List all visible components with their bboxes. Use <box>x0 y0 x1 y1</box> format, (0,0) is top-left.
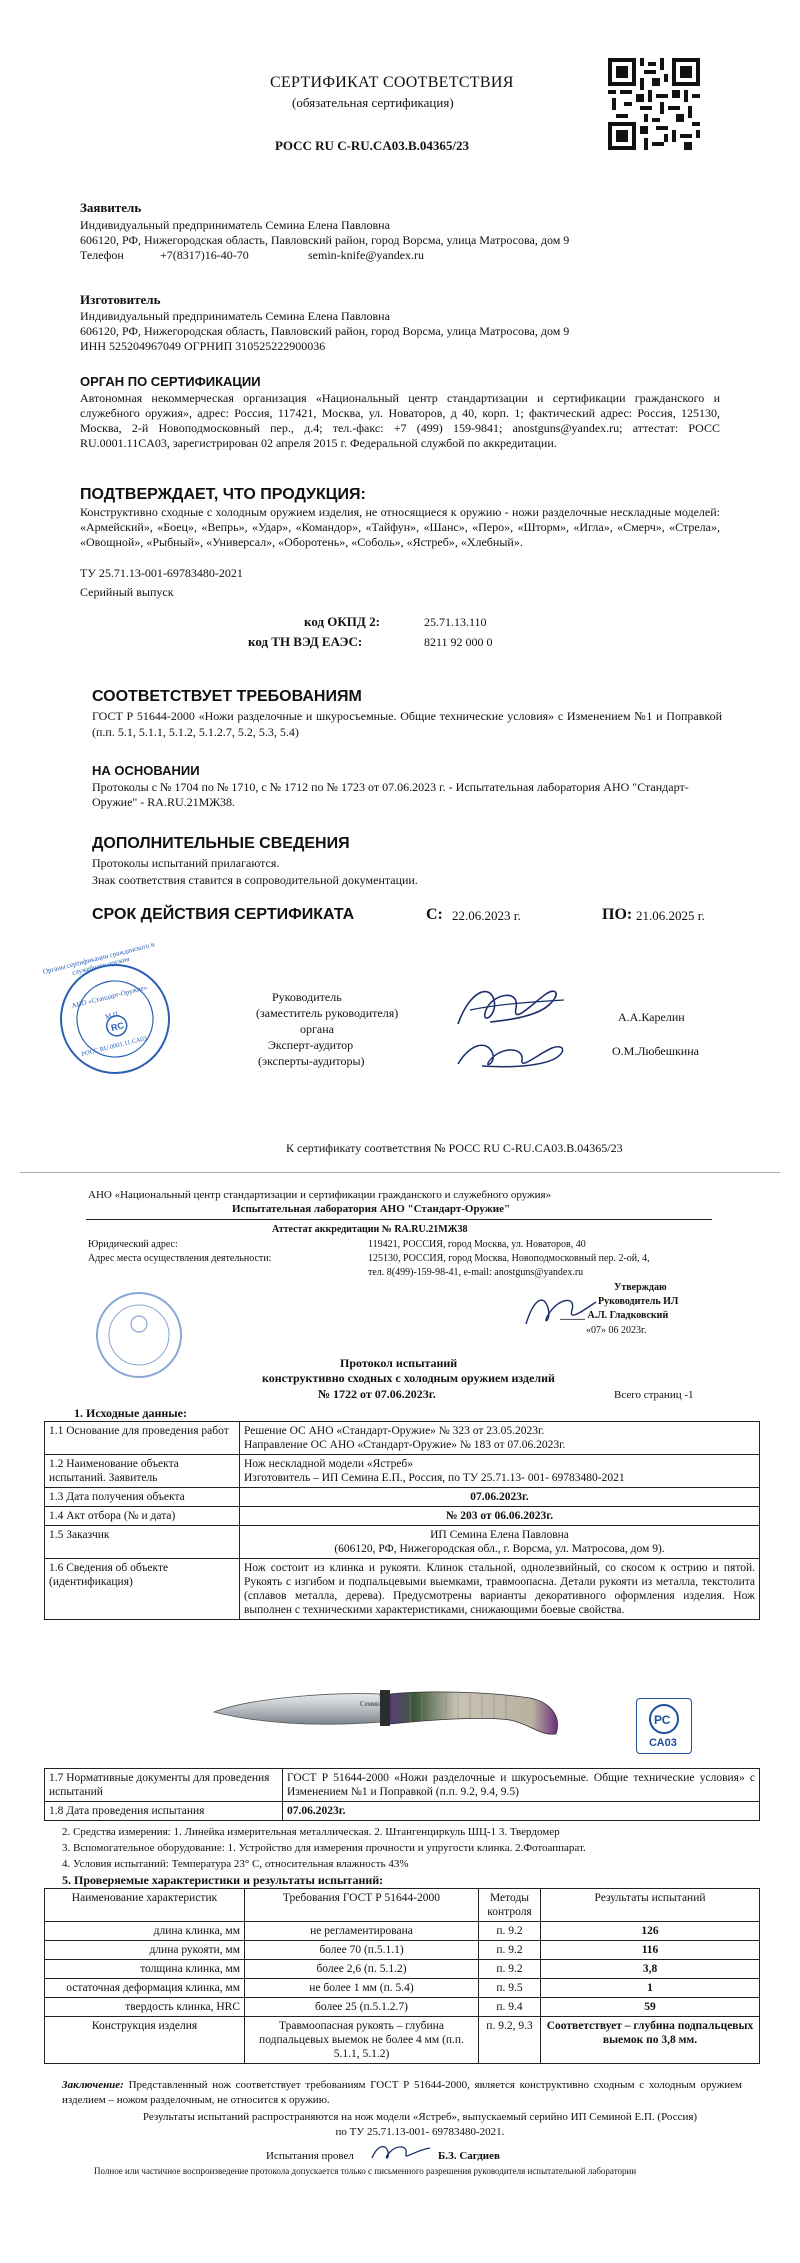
product-text: Конструктивно сходные с холодным оружием изделия, не относящиеся к оружию - ножи разделочные нескладные моделей: «Армейский», «Боец», «Вепрь», «Удар», «Командор», «Тайфун», «Шанс», «Перо», «Шторм», «Игла», «Смерч», «Стрела», «Овощной», «Рыбный», «Универсал», «Оборотень», «Соболь», «Ястреб», «Хлебный». <box>80 505 720 549</box>
conclusion-text: Представленный нож соответствует требованиям ГОСТ Р 51644-2000, является конструктивно сходным с холодным оружием изделием – ножом разделочным, не относится к оружию. <box>62 2079 742 2106</box>
column-header: Наименование характеристик <box>45 1889 245 1922</box>
table-row <box>45 1455 760 1488</box>
table-cell: 3,8 <box>541 1960 760 1979</box>
table-row <box>45 1488 760 1507</box>
applicant-address: 606120, РФ, Нижегородская область, Павловский район, город Ворсма, улица Матросова, дом 9 <box>80 233 570 247</box>
protocol-number: № 1722 от 07.06.2023г. <box>318 1387 436 1401</box>
norms-table <box>44 1768 760 1821</box>
extra-line-1: Протоколы испытаний прилагаются. <box>92 856 280 870</box>
applicant-name: Индивидуальный предприниматель Семина Елена Павловна <box>80 218 390 232</box>
table-cell: остаточная деформация клинка, мм <box>45 1979 245 1998</box>
tnved-code: 8211 92 000 0 <box>424 635 493 649</box>
protocol-pages: Всего страниц -1 <box>614 1389 694 1401</box>
head-label-1: Руководитель <box>272 990 342 1004</box>
lab-name: Испытательная лаборатория АНО "Стандарт-Оружие" <box>232 1203 511 1215</box>
table-cell: более 70 (п.5.1.1) <box>245 1941 479 1960</box>
stamp-mp: М.П. <box>104 1009 121 1022</box>
table-row <box>45 1802 760 1821</box>
row-label: 1.8 Дата проведения испытания <box>45 1802 283 1821</box>
row-label: 1.4 Акт отбора (№ и дата) <box>45 1507 240 1526</box>
lab-contacts: тел. 8(499)-159-98-41, e-mail: anostguns@yandex.ru <box>368 1267 584 1278</box>
stamp-center-text: АНО «Стандарт-Оружие» <box>70 983 149 1010</box>
expert-label-2: (эксперты-аудиторы) <box>258 1054 365 1068</box>
okpd-code: 25.71.13.110 <box>424 615 487 629</box>
tested-name: Б.З. Сагдиев <box>438 2150 500 2162</box>
basis-heading: НА ОСНОВАНИИ <box>92 763 200 778</box>
row-value: 07.06.2023г. <box>240 1488 760 1507</box>
cert-body-heading: ОРГАН ПО СЕРТИФИКАЦИИ <box>80 374 261 389</box>
table-row <box>45 1941 760 1960</box>
means-line-5: 5. Проверяемые характеристики и результаты испытаний: <box>62 1873 384 1887</box>
table-cell: Травмоопасная рукоять – глубина подпальцевых выемок не более 4 мм (п.п. 5.1.1, 5.1.2) <box>245 2017 479 2064</box>
table-cell: п. 9.2, 9.3 <box>479 2017 541 2064</box>
stamp-reg: РОСС RU.0001.11.СА03 <box>80 1034 148 1059</box>
validity-from-label: С: <box>426 906 443 923</box>
table-cell: п. 9.2 <box>479 1922 541 1941</box>
basis-text: Протоколы с № 1704 по № 1710, с № 1712 по № 1723 от 07.06.2023 г. - Испытательная лаборатория АНО "Стандарт-Оружие" - RA.RU.21МЖ38. <box>92 780 689 809</box>
conclusion-block <box>62 2078 742 2108</box>
product-tu: ТУ 25.71.13-001-69783480-2021 <box>80 566 243 580</box>
protocol-subtitle: конструктивно сходных с холодным оружием изделий <box>262 1371 555 1385</box>
validity-from: 22.06.2023 г. <box>452 908 521 923</box>
product-serial: Серийный выпуск <box>80 585 174 599</box>
lab-org: АНО «Национальный центр стандартизации и сертификации гражданского и служебного оружия» <box>88 1189 552 1201</box>
head-label-3: органа <box>300 1022 334 1036</box>
table-cell: более 2,6 (п. 5.1.2) <box>245 1960 479 1979</box>
requirements-heading: СООТВЕТСТВУЕТ ТРЕБОВАНИЯМ <box>92 688 362 705</box>
head-signature-icon <box>450 980 570 1036</box>
means-line-4: 4. Условия испытаний: Температура 23° С, относительная влажность 43% <box>62 1858 409 1870</box>
manufacturer-name: Индивидуальный предприниматель Семина Елена Павловна <box>80 309 390 323</box>
row-label: 1.5 Заказчик <box>45 1526 240 1559</box>
page-separator <box>20 1172 780 1173</box>
applicant-phone-label: Телефон <box>80 248 124 262</box>
validity-to: 21.06.2025 г. <box>636 908 705 923</box>
lab-actual-label: Адрес места осуществления деятельности: <box>88 1253 272 1264</box>
applicant-heading: Заявитель <box>80 200 142 215</box>
table-cell: п. 9.4 <box>479 1998 541 2017</box>
okpd-label: код ОКПД 2: <box>304 614 380 629</box>
expert-name: О.М.Любешкина <box>612 1044 699 1058</box>
table-row <box>45 1960 760 1979</box>
conclusion-line-2: Результаты испытаний распространяются на нож модели «Ястреб», выпускаемый серийно ИП Семиной Е.П. (Россия) по ТУ 25.71.13-001- 69783480-2021. <box>142 2111 698 2138</box>
extra-heading: ДОПОЛНИТЕЛЬНЫЕ СВЕДЕНИЯ <box>92 835 350 852</box>
table-cell: твердость клинка, HRC <box>45 1998 245 2017</box>
applicant-email: semin-knife@yandex.ru <box>308 248 425 262</box>
head-name: А.А.Карелин <box>618 1010 685 1024</box>
applicant-phone: +7(8317)16-40-70 <box>160 248 249 262</box>
svg-text:РС: РС <box>654 1713 671 1727</box>
table-row <box>45 1769 760 1802</box>
row-label: 1.3 Дата получения объекта <box>45 1488 240 1507</box>
validity-to-label: ПО: <box>602 906 633 923</box>
row-value: № 203 от 06.06.2023г. <box>240 1507 760 1526</box>
table-row <box>45 2017 760 2064</box>
protocol-title: Протокол испытаний <box>340 1356 458 1370</box>
logo-code: СА03 <box>649 1737 677 1749</box>
column-header: Методы контроля <box>479 1889 541 1922</box>
tester-signature-icon <box>368 2140 434 2164</box>
table-cell: 116 <box>541 1941 760 1960</box>
table-cell: п. 9.2 <box>479 1960 541 1979</box>
column-header: Требования ГОСТ Р 51644-2000 <box>245 1889 479 1922</box>
table-row <box>45 1526 760 1559</box>
row-value: Нож состоит из клинка и рукояти. Клинок стальной, однолезвийный, со скосом к острию и пятой. Рукоять с изгибом и подпальцевыми выемками, травмоопасна. Детали рукояти из металла, текстолита (сплавов металла, дерева). Предусмотрены варианты декоративного оформления изделия. Нож выполнен с техническими характеристиками, снижающими боевые свойства. <box>240 1559 760 1620</box>
row-value: ГОСТ Р 51644-2000 «Ножи разделочные и шкуросъемные. Общие технические условия» с Изменением №1 и Поправкой (п.п. 9.2, 9.4, 9.5) <box>283 1769 760 1802</box>
tested-label: Испытания провел <box>266 2150 354 2162</box>
table-row <box>45 1422 760 1455</box>
table-cell: толщина клинка, мм <box>45 1960 245 1979</box>
cert-body-text: Автономная некоммерческая организация «Национальный центр стандартизации и сертификации гражданского и служебного оружия», адрес: Россия, 117421, Москва, ул. Новаторов, д 40, корп. 1; фактический адрес: Россия, 125130, Москва, 2-й Новоподмосковный пер., д.4; тел.-факс: +7 (499) 159-9841; anostguns@yandex.ru; аттестат: РОСС RU.0001.11CA03, зарегистрирован 02 апреля 2015 г. Федеральной службой по аккредитации. <box>80 391 720 450</box>
extra-line-2: Знак соответствия ставится в сопроводительной документации. <box>92 873 418 887</box>
row-value: Решение ОС АНО «Стандарт-Оружие» № 323 от 23.05.2023г. Направление ОС АНО «Стандарт-Оружие» № 183 от 07.06.2023г. <box>240 1422 760 1455</box>
lab-accreditation: Аттестат аккредитации № RA.RU.21МЖ38 <box>272 1224 468 1235</box>
tnved-label: код ТН ВЭД ЕАЭС: <box>248 634 363 649</box>
means-line-3: 3. Вспомогательное оборудование: 1. Устройство для измерения прочности и упругости клинка. 2.Фотоаппарат. <box>62 1842 586 1854</box>
manufacturer-heading: Изготовитель <box>80 292 161 307</box>
lab-actual-address: 125130, РОССИЯ, город Москва, Новоподмосковный пер. 2-ой, 4, <box>368 1253 650 1264</box>
head-label-2: (заместитель руководителя) <box>256 1006 399 1020</box>
product-heading: ПОДТВЕРЖДАЕТ, ЧТО ПРОДУКЦИЯ: <box>80 486 366 503</box>
section1-heading: 1. Исходные данные: <box>74 1406 187 1420</box>
results-table <box>44 1888 760 2064</box>
expert-label-1: Эксперт-аудитор <box>268 1038 354 1052</box>
approval-role: Руководитель ИЛ <box>598 1296 679 1307</box>
conformity-logo <box>636 1698 692 1754</box>
table-cell: п. 9.5 <box>479 1979 541 1998</box>
row-value: ИП Семина Елена Павловна (606120, РФ, Нижегородская обл., г. Ворсма, ул. Матросова, дом 9). <box>240 1526 760 1559</box>
footer-note: Полное или частичное воспроизведение протокола допускается только с письменного разрешения руководителя испытательной лаборатории <box>94 2166 637 2176</box>
table-cell: не более 1 мм (п. 5.4) <box>245 1979 479 1998</box>
expert-signature-icon <box>452 1030 572 1078</box>
approval-date: «07» 06 2023г. <box>586 1325 647 1336</box>
certification-stamp <box>42 940 181 1085</box>
column-header: Результаты испытаний <box>541 1889 760 1922</box>
certificate-title: СЕРТИФИКАТ СООТВЕТСТВИЯ <box>270 74 514 91</box>
row-label: 1.7 Нормативные документы для проведения испытаний <box>45 1769 283 1802</box>
table-row <box>45 1979 760 1998</box>
manufacturer-inn: ИНН 525204967049 ОГРНИП 310525222900036 <box>80 339 326 353</box>
knife-photo-icon <box>210 1676 570 1756</box>
table-row <box>45 1998 760 2017</box>
stamp-ring-text: Органы сертификации гражданского и служебного оружия <box>42 940 156 977</box>
table-cell: Конструкция изделия <box>45 2017 245 2064</box>
table-cell: 59 <box>541 1998 760 2017</box>
lab-rule <box>86 1219 712 1220</box>
approval-signature-icon <box>520 1288 600 1332</box>
table-cell: не регламентирована <box>245 1922 479 1941</box>
conclusion-label: Заключение: <box>62 2079 124 2091</box>
annex-reference: К сертификату соответствия № РОСС RU C-RU.CA03.B.04365/23 <box>286 1141 623 1155</box>
manufacturer-address: 606120, РФ, Нижегородская область, Павловский район, город Ворсма, улица Матросова, дом 9 <box>80 324 570 338</box>
certificate-subtitle: (обязательная сертификация) <box>292 95 454 110</box>
table-cell: 126 <box>541 1922 760 1941</box>
lab-legal-label: Юридический адрес: <box>88 1239 178 1250</box>
table-cell: Соответствует – глубина подпальцевых выемок по 3,8 мм. <box>541 2017 760 2064</box>
table-cell: длина клинка, мм <box>45 1922 245 1941</box>
lab-stamp <box>96 1292 182 1378</box>
table-cell: длина рукояти, мм <box>45 1941 245 1960</box>
row-label: 1.2 Наименование объекта испытаний. Заявитель <box>45 1455 240 1488</box>
row-label: 1.6 Сведения об объекте (идентификация) <box>45 1559 240 1620</box>
table-cell: 1 <box>541 1979 760 1998</box>
lab-legal-address: 119421, РОССИЯ, город Москва, ул. Новаторов, 40 <box>368 1239 586 1250</box>
row-value: Нож нескладной модели «Ястреб» Изготовитель – ИП Семина Е.П., Россия, по ТУ 25.71.13- 001- 69783480-2021 <box>240 1455 760 1488</box>
means-line-2: 2. Средства измерения: 1. Линейка измерительная металлическая. 2. Штангенциркуль ШЦ-1 3. Твердомер <box>62 1826 560 1838</box>
table-row <box>45 1507 760 1526</box>
row-label: 1.1 Основание для проведения работ <box>45 1422 240 1455</box>
table-cell: п. 9.2 <box>479 1941 541 1960</box>
approval-name: _____ А.Л. Гладковский <box>560 1310 669 1321</box>
table-row <box>45 1559 760 1620</box>
row-value: 07.06.2023г. <box>283 1802 760 1821</box>
svg-text:RС: RС <box>109 1020 125 1034</box>
source-data-table <box>44 1421 760 1620</box>
validity-heading: СРОК ДЕЙСТВИЯ СЕРТИФИКАТА <box>92 906 355 923</box>
table-header-row <box>45 1889 760 1922</box>
certificate-number: РОСС RU C-RU.CA03.B.04365/23 <box>275 138 469 153</box>
requirements-text: ГОСТ Р 51644-2000 «Ножи разделочные и шкуросъемные. Общие технические условия» с Изменением №1 и Поправкой (п.п. 5.1, 5.1.1, 5.1.2, 5.1.2.7, 5.2, 5.3, 5.4) <box>92 709 722 739</box>
qr-code-icon <box>608 58 700 150</box>
approval-title: Утверждаю <box>614 1282 667 1293</box>
knife-brand: Семин <box>360 1700 380 1708</box>
table-cell: более 25 (п.5.1.2.7) <box>245 1998 479 2017</box>
table-row <box>45 1922 760 1941</box>
